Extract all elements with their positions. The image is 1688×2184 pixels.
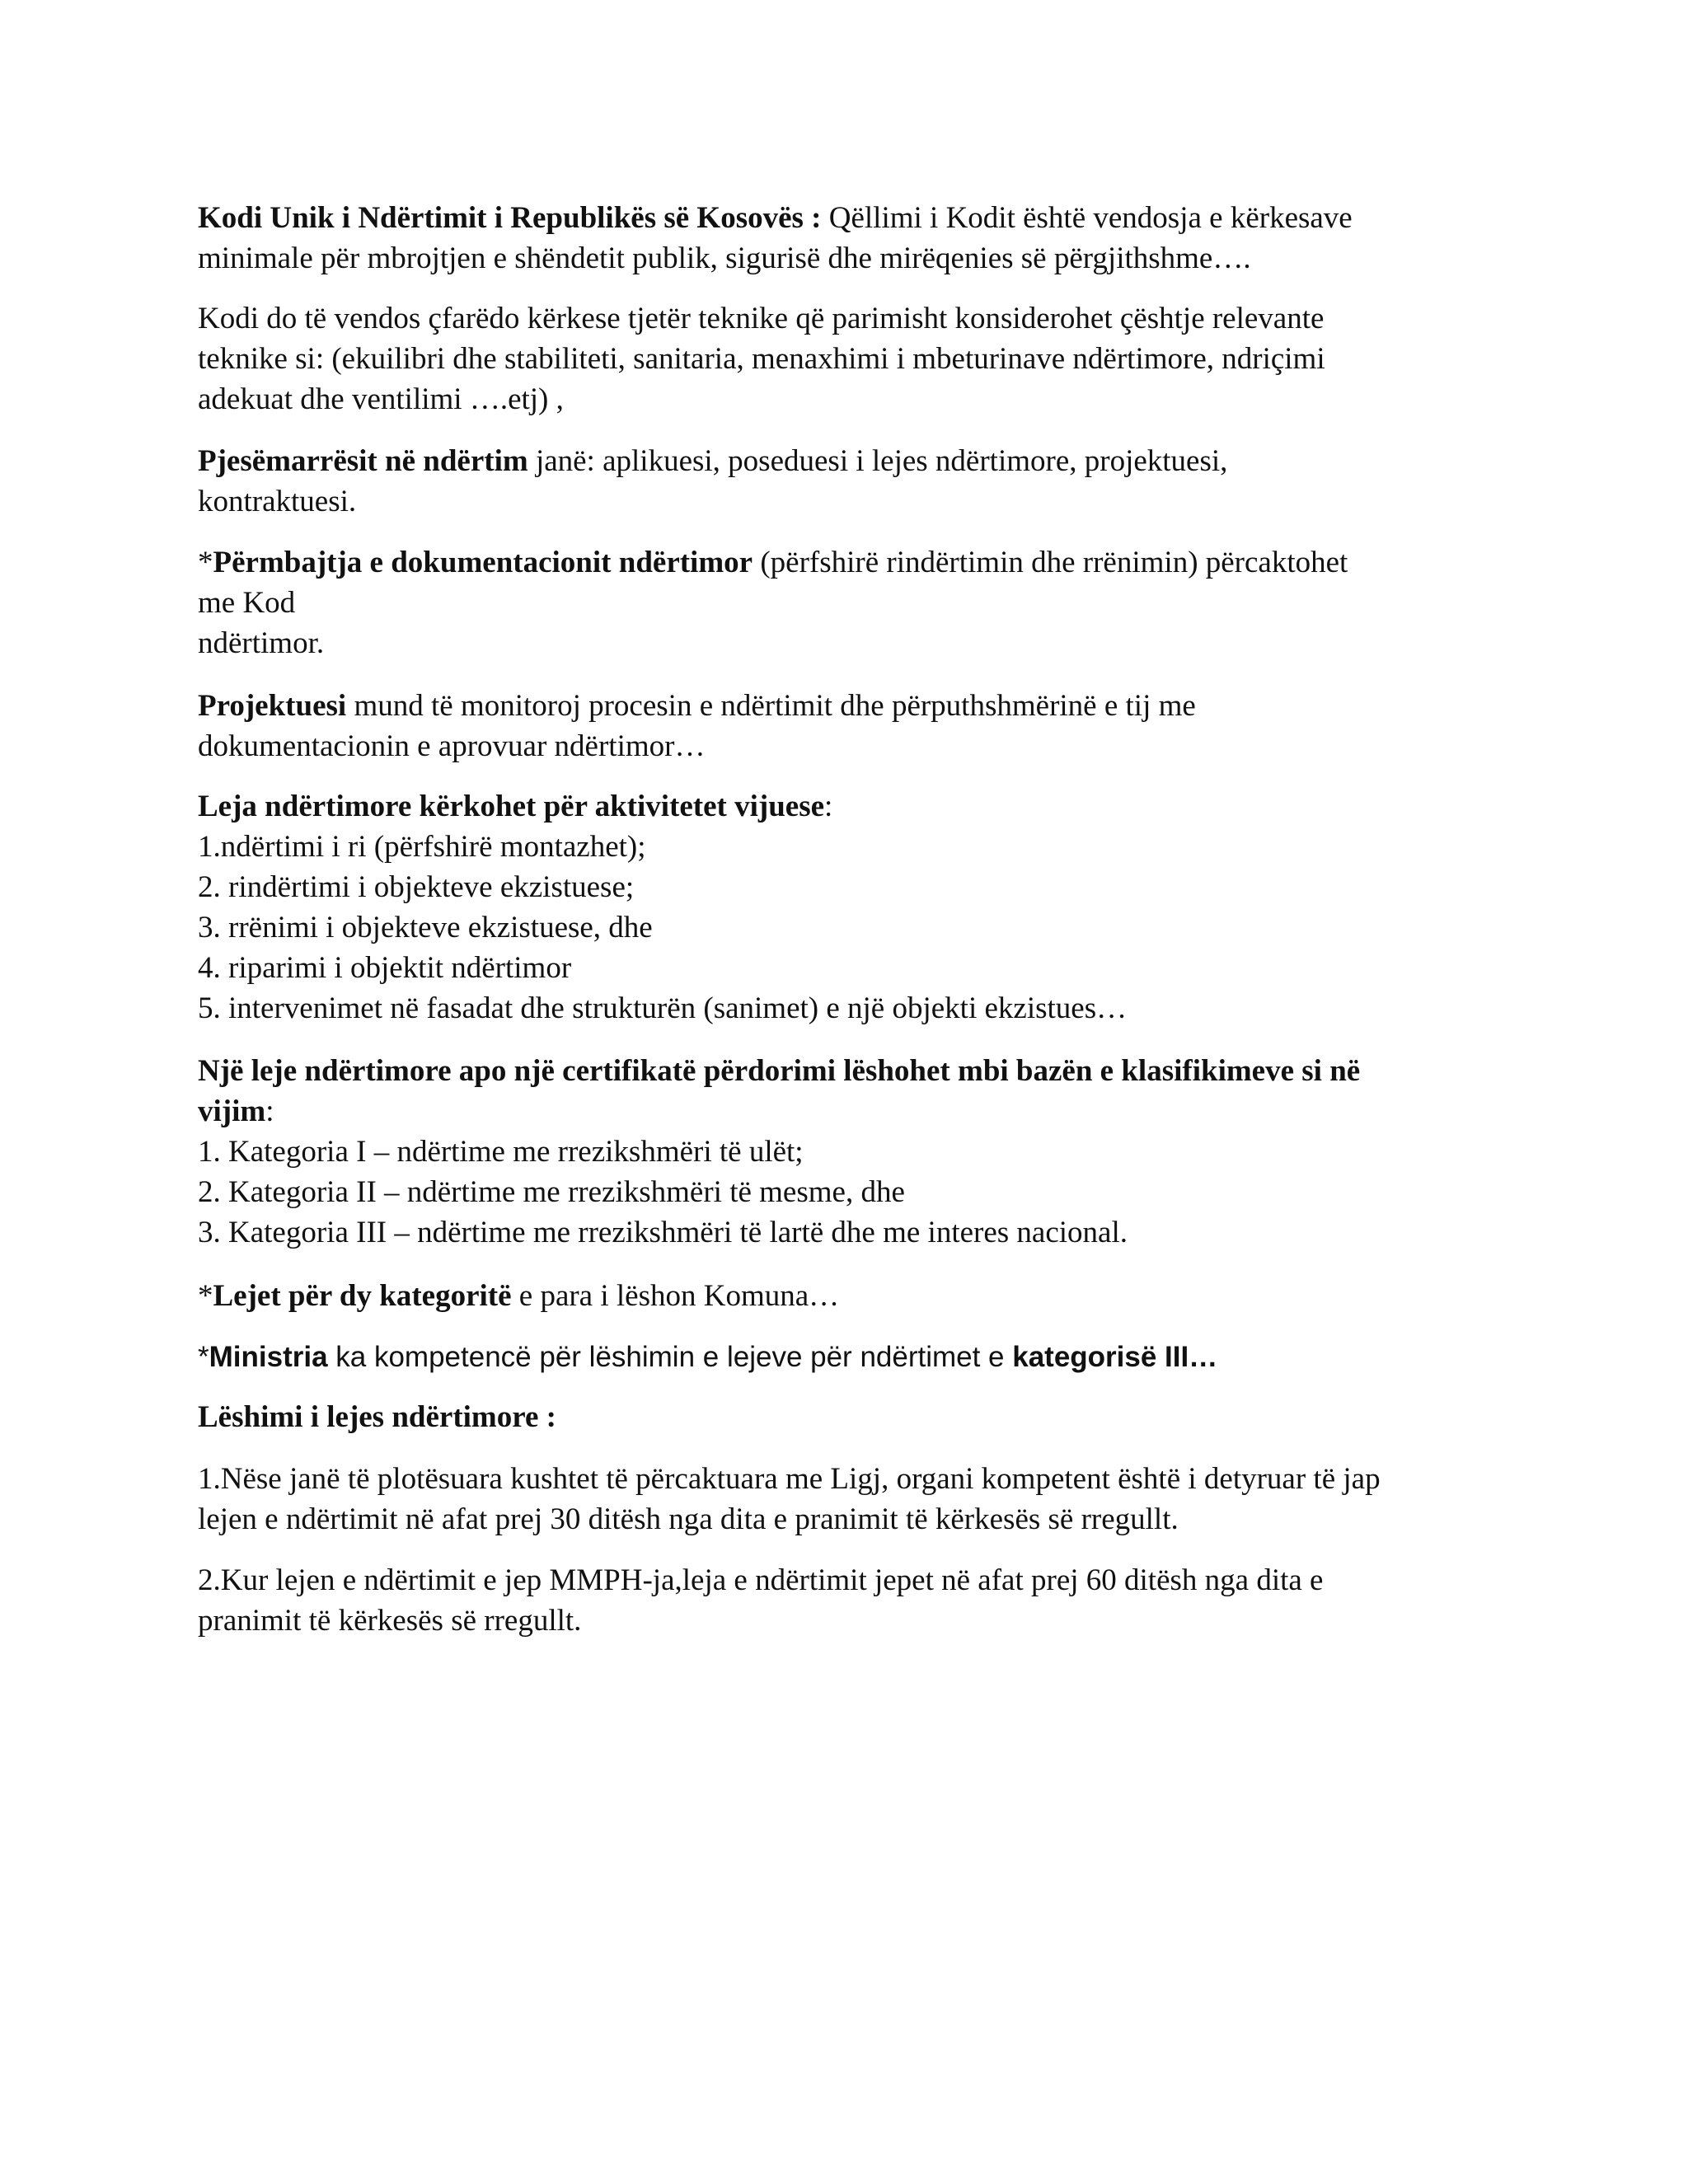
list-item: 1. Kategoria I – ndërtime me rrezikshmëri të ulët;	[198, 1135, 804, 1169]
category-three-label: kategorisë III…	[1012, 1341, 1218, 1373]
paragraph-categories: Një leje ndërtimore apo një certifikatë përdorimi lëshohet mbi bazën e klasifikimeve si në vijim: 1. Kategoria I – ndërtime me rrezikshmëri të ulët; 2. Kategoria II – ndërtime me rrezikshmëri të mesme, dhe 3. Kategoria III – ndërtime me rrezikshmëri të lartë dhe me interes nacional.	[198, 1051, 1533, 1253]
list-item: 2. rindërtimi i objekteve ekzistuese;	[198, 870, 635, 904]
list-item: 2. Kategoria II – ndërtime me rrezikshmëri të mesme, dhe	[198, 1175, 905, 1209]
designer-heading: Projektuesi	[198, 689, 347, 723]
ministry-label: Ministria	[209, 1341, 328, 1373]
list-item: 5. intervenimet në fasadat dhe strukturën (sanimet) e një objekti ekzistues…	[198, 991, 1128, 1025]
participants-heading: Pjesëmarrësit në ndërtim	[198, 444, 528, 478]
list-item: 3. Kategoria III – ndërtime me rrezikshmëri të lartë dhe me interes nacional.	[198, 1216, 1128, 1249]
section-heading-permit-issuance: Lëshimi i lejes ndërtimore :	[198, 1400, 557, 1434]
paragraph-ministry: *Ministria ka kompetencë për lëshimin e lejeve për ndërtimet e kategorisë III…	[198, 1341, 1218, 1373]
paragraph-permit-activities: Leja ndërtimore kërkohet për aktivitetet vijuese: 1.ndërtimi i ri (përfshirë montazhet); 2. rindërtimi i objekteve ekzistuese; 3. rrënimi i objekteve ekzistuese, dhe 4. riparimi i objektit ndërtimor 5. intervenimet në fasadat dhe strukturën (sanimet) e një objekti ekzistues…	[198, 786, 1533, 1029]
paragraph-participants: Pjesëmarrësit në ndërtim janë: aplikuesi, poseduesi i lejes ndërtimore, projektuesi, kontraktuesi.	[198, 444, 1228, 518]
permit-activities-heading: Leja ndërtimore kërkohet për aktivitetet vijuese	[198, 790, 825, 823]
document-page	[198, 0, 1533, 2184]
paragraph-designer: Projektuesi mund të monitoroj procesin e ndërtimit dhe përputhshmërinë e tij me dokumentacionin e aprovuar ndërtimor…	[198, 689, 1196, 763]
paragraph-municipality: *Lejet për dy kategoritë e para i lëshon Komuna…	[198, 1279, 840, 1313]
list-item: 1.ndërtimi i ri (përfshirë montazhet);	[198, 830, 646, 864]
paragraph-line: Kodi Unik i Ndërtimit i Republikës së Kosovës : Qëllimi i Kodit është vendosja e kërkesave	[198, 201, 1353, 235]
paragraph-technical-requirements: Kodi do të vendos çfarëdo kërkese tjetër teknike që parimisht konsiderohet çështje relevante teknike si: (ekuilibri dhe stabiliteti, sanitaria, menaxhimi i mbeturinave ndërtimore, ndriçimi adekuat dhe ventilimi ….etj) ,	[198, 302, 1325, 416]
documentation-heading: Përmbajtja e dokumentacionit ndërtimor	[213, 546, 753, 579]
paragraph-60-days: 2.Kur lejen e ndërtimit e jep MMPH-ja,leja e ndërtimit jepet në afat prej 60 ditësh nga dita e pranimit të kërkesës së rregullt.	[198, 1563, 1324, 1638]
paragraph-code-purpose: Kodi Unik i Ndërtimit i Republikës së Kosovës : Qëllimi i Kodit është vendosja e kërkesave minimale për mbrojtjen e shëndetit publik, sigurisë dhe mirëqenies së përgjithshme….	[198, 198, 1533, 279]
paragraph-documentation: *Përmbajtja e dokumentacionit ndërtimor (përfshirë rindërtimin dhe rrënimin) përcaktohet me Kod ndërtimor.	[198, 546, 1348, 660]
code-title: Kodi Unik i Ndërtimit i Republikës së Kosovës :	[198, 201, 822, 235]
municipality-heading: Lejet për dy kategoritë	[213, 1279, 512, 1313]
list-item: 4. riparimi i objektit ndërtimor	[198, 951, 572, 985]
list-item: 3. rrënimi i objekteve ekzistuese, dhe	[198, 911, 653, 944]
paragraph-30-days: 1.Nëse janë të plotësuara kushtet të përcaktuara me Ligj, organi kompetent është i detyruar të jap lejen e ndërtimit në afat prej 30 ditësh nga dita e pranimit të kërkesës së rregullt.	[198, 1462, 1381, 1536]
categories-heading: Një leje ndërtimore apo një certifikatë përdorimi lëshohet mbi bazën e klasifikimeve si në	[198, 1054, 1361, 1088]
